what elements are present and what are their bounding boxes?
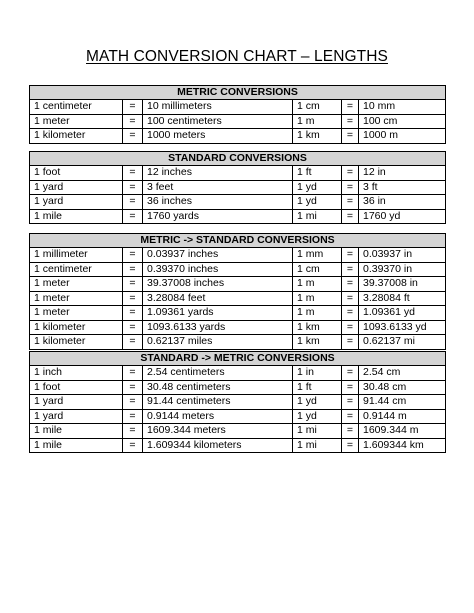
value-abbrev-cell: 2.54 cm [359, 366, 446, 381]
equals-sign: = [342, 424, 359, 439]
equals-sign: = [342, 366, 359, 381]
equals-sign: = [342, 166, 359, 181]
unit-abbrev-cell: 1 yd [293, 195, 342, 210]
value-cell: 0.39370 inches [143, 262, 293, 277]
table-row [30, 100, 446, 115]
equals-sign: = [123, 114, 143, 129]
unit-abbrev-cell: 1 mi [293, 438, 342, 453]
unit-abbrev-cell: 1 cm [293, 262, 342, 277]
equals-sign: = [342, 409, 359, 424]
equals-sign: = [342, 100, 359, 115]
equals-sign: = [123, 248, 143, 263]
value-cell: 12 inches [143, 166, 293, 181]
equals-sign: = [342, 380, 359, 395]
table-row [30, 306, 446, 321]
value-abbrev-cell: 39.37008 in [359, 277, 446, 292]
equals-sign: = [342, 277, 359, 292]
equals-sign: = [123, 209, 143, 224]
equals-sign: = [342, 248, 359, 263]
value-cell: 10 millimeters [143, 100, 293, 115]
unit-cell: 1 foot [30, 380, 123, 395]
value-abbrev-cell: 1609.344 m [359, 424, 446, 439]
value-abbrev-cell: 12 in [359, 166, 446, 181]
unit-cell: 1 centimeter [30, 100, 123, 115]
table-row [30, 248, 446, 263]
section-heading: METRIC -> STANDARD CONVERSIONS [30, 234, 446, 248]
unit-cell: 1 mile [30, 424, 123, 439]
value-abbrev-cell: 0.9144 m [359, 409, 446, 424]
unit-abbrev-cell: 1 km [293, 320, 342, 335]
unit-cell: 1 inch [30, 366, 123, 381]
value-cell: 3 feet [143, 180, 293, 195]
value-abbrev-cell: 30.48 cm [359, 380, 446, 395]
table-row [30, 395, 446, 410]
standard-conversions-table [29, 151, 446, 224]
equals-sign: = [342, 291, 359, 306]
unit-abbrev-cell: 1 mi [293, 209, 342, 224]
unit-cell: 1 kilometer [30, 129, 123, 144]
equals-sign: = [123, 409, 143, 424]
equals-sign: = [123, 262, 143, 277]
metric-conversions-table [29, 85, 446, 144]
equals-sign: = [123, 180, 143, 195]
table-row [30, 409, 446, 424]
unit-abbrev-cell: 1 yd [293, 180, 342, 195]
unit-abbrev-cell: 1 km [293, 335, 342, 350]
unit-cell: 1 yard [30, 409, 123, 424]
unit-cell: 1 centimeter [30, 262, 123, 277]
table-row [30, 129, 446, 144]
unit-cell: 1 meter [30, 114, 123, 129]
value-cell: 39.37008 inches [143, 277, 293, 292]
table-row [30, 424, 446, 439]
unit-cell: 1 mile [30, 438, 123, 453]
unit-abbrev-cell: 1 mi [293, 424, 342, 439]
section-heading-row [30, 86, 446, 100]
equals-sign: = [342, 180, 359, 195]
unit-abbrev-cell: 1 in [293, 366, 342, 381]
value-cell: 30.48 centimeters [143, 380, 293, 395]
value-cell: 1.609344 kilometers [143, 438, 293, 453]
equals-sign: = [123, 306, 143, 321]
equals-sign: = [123, 395, 143, 410]
value-cell: 2.54 centimeters [143, 366, 293, 381]
metric-to-standard-table [29, 233, 446, 350]
table-row [30, 209, 446, 224]
standard-to-metric-table [29, 351, 446, 453]
unit-cell: 1 meter [30, 291, 123, 306]
equals-sign: = [123, 320, 143, 335]
unit-abbrev-cell: 1 ft [293, 166, 342, 181]
unit-abbrev-cell: 1 km [293, 129, 342, 144]
unit-cell: 1 yard [30, 180, 123, 195]
value-abbrev-cell: 0.03937 in [359, 248, 446, 263]
equals-sign: = [342, 306, 359, 321]
equals-sign: = [123, 438, 143, 453]
equals-sign: = [123, 129, 143, 144]
section-heading: STANDARD CONVERSIONS [30, 152, 446, 166]
value-abbrev-cell: 1.609344 km [359, 438, 446, 453]
table-row [30, 366, 446, 381]
page-title-text: MATH CONVERSION CHART – LENGTHS [86, 48, 388, 65]
unit-cell: 1 meter [30, 277, 123, 292]
equals-sign: = [123, 100, 143, 115]
section-heading: STANDARD -> METRIC CONVERSIONS [30, 352, 446, 366]
value-abbrev-cell: 91.44 cm [359, 395, 446, 410]
value-abbrev-cell: 1.09361 yd [359, 306, 446, 321]
value-abbrev-cell: 3 ft [359, 180, 446, 195]
value-cell: 91.44 centimeters [143, 395, 293, 410]
equals-sign: = [342, 262, 359, 277]
section-heading-row [30, 352, 446, 366]
table-row [30, 262, 446, 277]
table-row [30, 438, 446, 453]
value-abbrev-cell: 10 mm [359, 100, 446, 115]
equals-sign: = [342, 395, 359, 410]
table-row [30, 195, 446, 210]
equals-sign: = [123, 335, 143, 350]
unit-cell: 1 meter [30, 306, 123, 321]
value-cell: 1760 yards [143, 209, 293, 224]
equals-sign: = [123, 380, 143, 395]
value-abbrev-cell: 0.62137 mi [359, 335, 446, 350]
value-abbrev-cell: 0.39370 in [359, 262, 446, 277]
equals-sign: = [342, 195, 359, 210]
equals-sign: = [123, 277, 143, 292]
unit-abbrev-cell: 1 yd [293, 409, 342, 424]
value-cell: 0.62137 miles [143, 335, 293, 350]
value-cell: 1000 meters [143, 129, 293, 144]
unit-cell: 1 yard [30, 395, 123, 410]
equals-sign: = [123, 166, 143, 181]
unit-abbrev-cell: 1 ft [293, 380, 342, 395]
table-row [30, 335, 446, 350]
equals-sign: = [123, 424, 143, 439]
unit-cell: 1 mile [30, 209, 123, 224]
value-abbrev-cell: 1093.6133 yd [359, 320, 446, 335]
unit-cell: 1 yard [30, 195, 123, 210]
equals-sign: = [342, 114, 359, 129]
section-heading-row [30, 152, 446, 166]
unit-cell: 1 millimeter [30, 248, 123, 263]
table-row [30, 320, 446, 335]
unit-abbrev-cell: 1 m [293, 306, 342, 321]
value-cell: 3.28084 feet [143, 291, 293, 306]
value-abbrev-cell: 3.28084 ft [359, 291, 446, 306]
value-cell: 1093.6133 yards [143, 320, 293, 335]
value-cell: 0.03937 inches [143, 248, 293, 263]
equals-sign: = [342, 320, 359, 335]
table-row [30, 166, 446, 181]
equals-sign: = [342, 335, 359, 350]
unit-cell: 1 foot [30, 166, 123, 181]
value-abbrev-cell: 1000 m [359, 129, 446, 144]
unit-abbrev-cell: 1 cm [293, 100, 342, 115]
value-cell: 1609.344 meters [143, 424, 293, 439]
equals-sign: = [342, 129, 359, 144]
equals-sign: = [123, 366, 143, 381]
value-abbrev-cell: 36 in [359, 195, 446, 210]
table-row [30, 291, 446, 306]
equals-sign: = [123, 195, 143, 210]
table-row [30, 180, 446, 195]
unit-cell: 1 kilometer [30, 320, 123, 335]
unit-abbrev-cell: 1 m [293, 291, 342, 306]
unit-abbrev-cell: 1 yd [293, 395, 342, 410]
value-cell: 0.9144 meters [143, 409, 293, 424]
value-cell: 36 inches [143, 195, 293, 210]
value-cell: 1.09361 yards [143, 306, 293, 321]
table-row [30, 114, 446, 129]
table-row [30, 277, 446, 292]
equals-sign: = [342, 438, 359, 453]
section-heading-row [30, 234, 446, 248]
table-row [30, 380, 446, 395]
value-abbrev-cell: 1760 yd [359, 209, 446, 224]
value-abbrev-cell: 100 cm [359, 114, 446, 129]
unit-cell: 1 kilometer [30, 335, 123, 350]
unit-abbrev-cell: 1 m [293, 277, 342, 292]
unit-abbrev-cell: 1 m [293, 114, 342, 129]
equals-sign: = [342, 209, 359, 224]
equals-sign: = [123, 291, 143, 306]
value-cell: 100 centimeters [143, 114, 293, 129]
unit-abbrev-cell: 1 mm [293, 248, 342, 263]
section-heading: METRIC CONVERSIONS [30, 86, 446, 100]
page-title [0, 48, 474, 66]
